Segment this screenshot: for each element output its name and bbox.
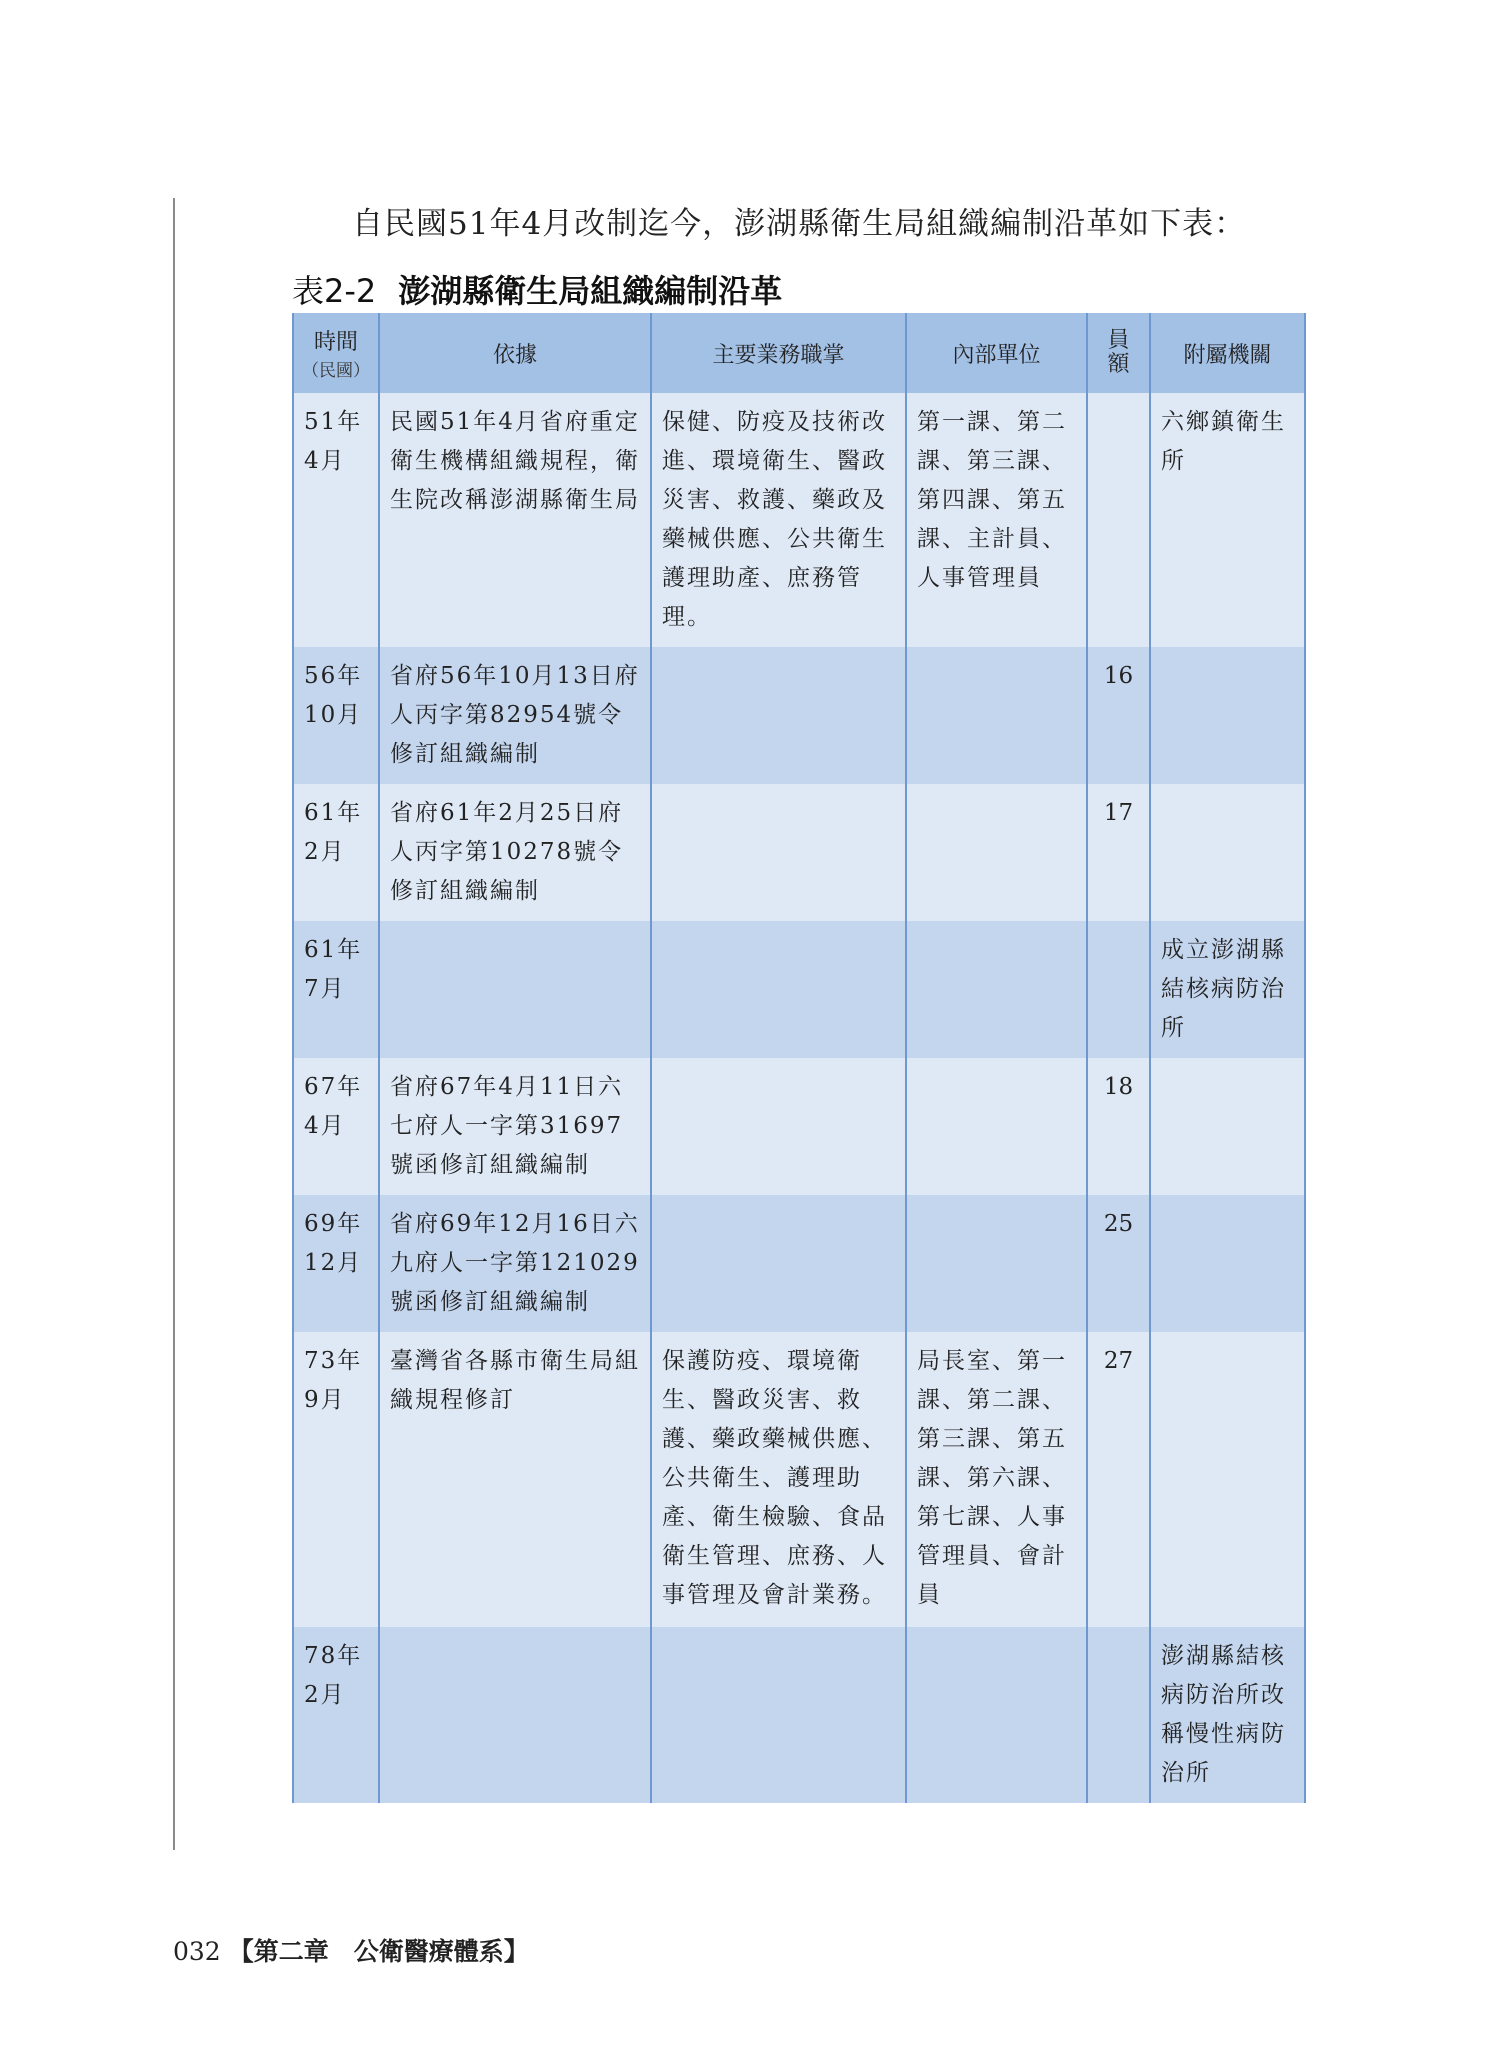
header-staff: 員 額 [1087, 313, 1150, 393]
cell-affiliates: 澎湖縣結核病防治所改稱慢性病防治所 [1150, 1627, 1305, 1803]
table-row [293, 647, 1305, 784]
table-header-row [293, 313, 1305, 393]
cell-staff: 16 [1087, 647, 1150, 784]
cell-units [906, 784, 1087, 921]
cell-duties: 保護防疫、環境衛生、醫政災害、救護、藥政藥械供應、公共衛生、護理助產、衛生檢驗、食品衛生管理、庶務、人事管理及會計業務。 [651, 1332, 906, 1627]
table-row [293, 1058, 1305, 1195]
header-units: 內部單位 [906, 313, 1087, 393]
cell-basis: 省府67年4月11日六七府人一字第31697號函修訂組織編制 [379, 1058, 651, 1195]
header-time-sub: （民國） [302, 361, 370, 381]
cell-duties [651, 1058, 906, 1195]
page-number: 032 [173, 1937, 221, 1966]
cell-time: 51年4月 [293, 393, 379, 647]
cell-duties [651, 784, 906, 921]
table-row [293, 1627, 1305, 1803]
cell-staff: 18 [1087, 1058, 1150, 1195]
header-time: 時間 （民國） [293, 313, 379, 393]
history-table [292, 313, 1306, 1803]
cell-basis: 臺灣省各縣市衛生局組織規程修訂 [379, 1332, 651, 1627]
cell-affiliates [1150, 1332, 1305, 1627]
header-affiliates: 附屬機關 [1150, 313, 1305, 393]
page-footer [173, 1932, 529, 1968]
cell-duties [651, 1627, 906, 1803]
cell-staff: 17 [1087, 784, 1150, 921]
cell-units [906, 647, 1087, 784]
cell-affiliates [1150, 1195, 1305, 1332]
cell-units [906, 921, 1087, 1058]
cell-duties [651, 1195, 906, 1332]
cell-units: 局長室、第一課、第二課、第三課、第五課、第六課、第七課、人事管理員、會計員 [906, 1332, 1087, 1627]
chapter-title: 【第二章 公衛醫療體系】 [228, 1937, 529, 1966]
cell-time: 61年7月 [293, 921, 379, 1058]
cell-basis: 省府56年10月13日府人丙字第82954號令修訂組織編制 [379, 647, 651, 784]
table-row [293, 393, 1305, 647]
table-number: 表2-2 [292, 272, 377, 310]
table-row [293, 784, 1305, 921]
cell-units: 第一課、第二課、第三課、第四課、第五課、主計員、人事管理員 [906, 393, 1087, 647]
cell-affiliates: 六鄉鎮衛生所 [1150, 393, 1305, 647]
cell-affiliates: 成立澎湖縣結核病防治所 [1150, 921, 1305, 1058]
cell-duties: 保健、防疫及技術改進、環境衛生、醫政災害、救護、藥政及藥械供應、公共衛生護理助產、庶務管理。 [651, 393, 906, 647]
table-caption [292, 266, 782, 312]
cell-basis [379, 1627, 651, 1803]
margin-rule [173, 198, 175, 1850]
cell-time: 61年2月 [293, 784, 379, 921]
cell-basis: 民國51年4月省府重定衛生機構組織規程，衛生院改稱澎湖縣衛生局 [379, 393, 651, 647]
table-row [293, 1195, 1305, 1332]
cell-basis: 省府69年12月16日六九府人一字第121029號函修訂組織編制 [379, 1195, 651, 1332]
cell-staff: 27 [1087, 1332, 1150, 1627]
table-title: 澎湖縣衛生局組織編制沿革 [398, 272, 783, 310]
table-row [293, 921, 1305, 1058]
cell-units [906, 1058, 1087, 1195]
cell-affiliates [1150, 647, 1305, 784]
cell-units [906, 1195, 1087, 1332]
cell-staff: 25 [1087, 1195, 1150, 1332]
table-row [293, 1332, 1305, 1627]
cell-staff [1087, 1627, 1150, 1803]
cell-time: 67年4月 [293, 1058, 379, 1195]
cell-affiliates [1150, 1058, 1305, 1195]
intro-paragraph: 自民國51年4月改制迄今，澎湖縣衛生局組織編制沿革如下表： [352, 206, 1247, 242]
cell-time: 69年12月 [293, 1195, 379, 1332]
cell-basis: 省府61年2月25日府人丙字第10278號令修訂組織編制 [379, 784, 651, 921]
header-basis: 依據 [379, 313, 651, 393]
cell-units [906, 1627, 1087, 1803]
cell-basis [379, 921, 651, 1058]
cell-time: 73年9月 [293, 1332, 379, 1627]
cell-duties [651, 921, 906, 1058]
cell-staff [1087, 393, 1150, 647]
cell-duties [651, 647, 906, 784]
cell-affiliates [1150, 784, 1305, 921]
cell-time: 78年2月 [293, 1627, 379, 1803]
cell-time: 56年10月 [293, 647, 379, 784]
header-duties: 主要業務職掌 [651, 313, 906, 393]
cell-staff [1087, 921, 1150, 1058]
